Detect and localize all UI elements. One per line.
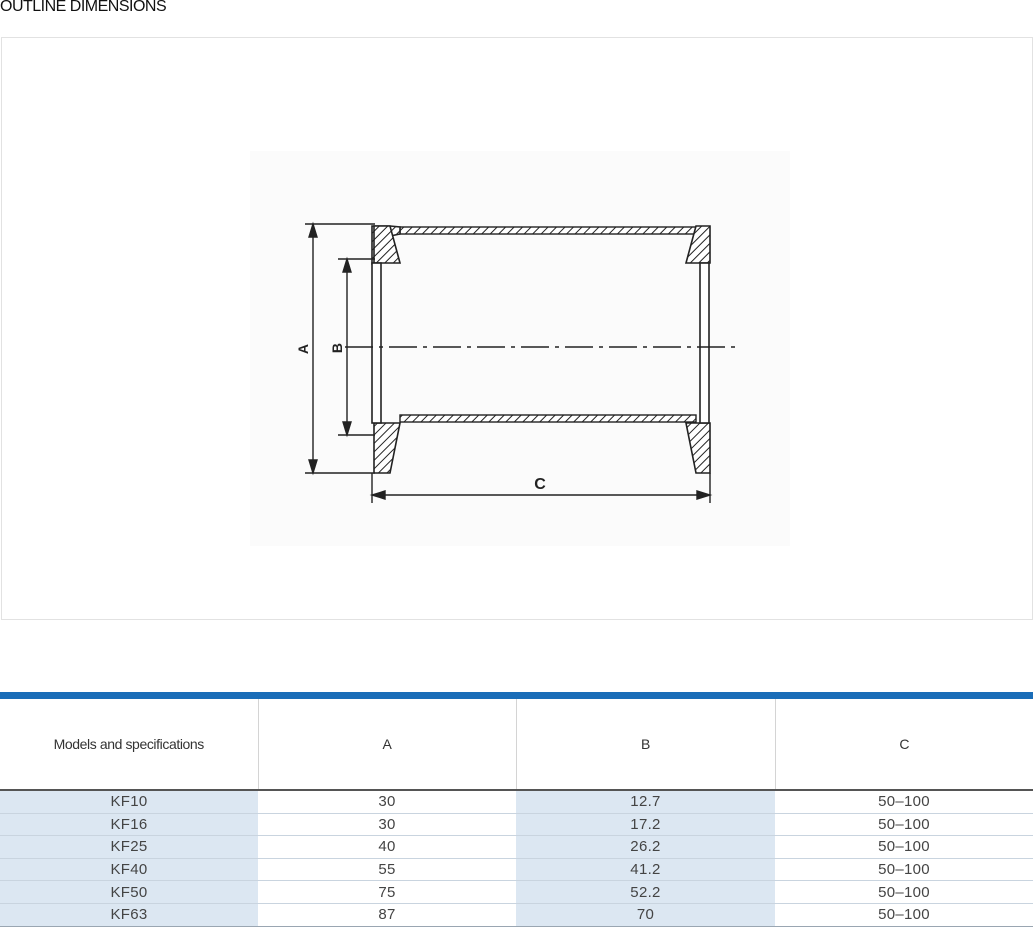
outline-drawing xyxy=(250,151,790,546)
cell-a: 75 xyxy=(258,881,516,904)
header-models: Models and specifications xyxy=(0,699,258,790)
cell-a: 30 xyxy=(258,790,516,813)
table-row xyxy=(0,790,1033,813)
cell-model: KF16 xyxy=(0,813,258,836)
table-row xyxy=(0,813,1033,836)
cell-c: 50–100 xyxy=(775,881,1033,904)
table-header-row xyxy=(0,699,1033,790)
cell-b: 26.2 xyxy=(516,836,775,859)
cell-a: 40 xyxy=(258,836,516,859)
cell-model: KF25 xyxy=(0,836,258,859)
cell-c: 50–100 xyxy=(775,903,1033,926)
figure-panel xyxy=(1,37,1033,620)
dimension-label-b: B xyxy=(329,342,345,354)
header-b: B xyxy=(516,699,775,790)
cell-c: 50–100 xyxy=(775,836,1033,859)
spec-table xyxy=(0,699,1033,927)
table-accent-bar xyxy=(0,692,1033,699)
table-row xyxy=(0,836,1033,859)
cell-a: 55 xyxy=(258,858,516,881)
tube-wall-bottom xyxy=(400,415,696,422)
header-a: A xyxy=(258,699,516,790)
cell-b: 70 xyxy=(516,903,775,926)
cell-model: KF63 xyxy=(0,903,258,926)
cell-b: 17.2 xyxy=(516,813,775,836)
tube-wall-top xyxy=(400,227,696,234)
section-title: OUTLINE DIMENSIONS xyxy=(0,0,167,15)
cell-b: 52.2 xyxy=(516,881,775,904)
dimension-label-c: C xyxy=(534,476,546,493)
cell-a: 30 xyxy=(258,813,516,836)
cell-model: KF40 xyxy=(0,858,258,881)
table-row xyxy=(0,881,1033,904)
cell-a: 87 xyxy=(258,903,516,926)
table-row xyxy=(0,858,1033,881)
spec-table-section xyxy=(0,692,1033,927)
cell-model: KF10 xyxy=(0,790,258,813)
cell-b: 12.7 xyxy=(516,790,775,813)
header-c: C xyxy=(775,699,1033,790)
dimension-label-a: A xyxy=(295,343,311,355)
table-row xyxy=(0,903,1033,926)
cell-b: 41.2 xyxy=(516,858,775,881)
cell-c: 50–100 xyxy=(775,813,1033,836)
cell-c: 50–100 xyxy=(775,790,1033,813)
cell-model: KF50 xyxy=(0,881,258,904)
cell-c: 50–100 xyxy=(775,858,1033,881)
